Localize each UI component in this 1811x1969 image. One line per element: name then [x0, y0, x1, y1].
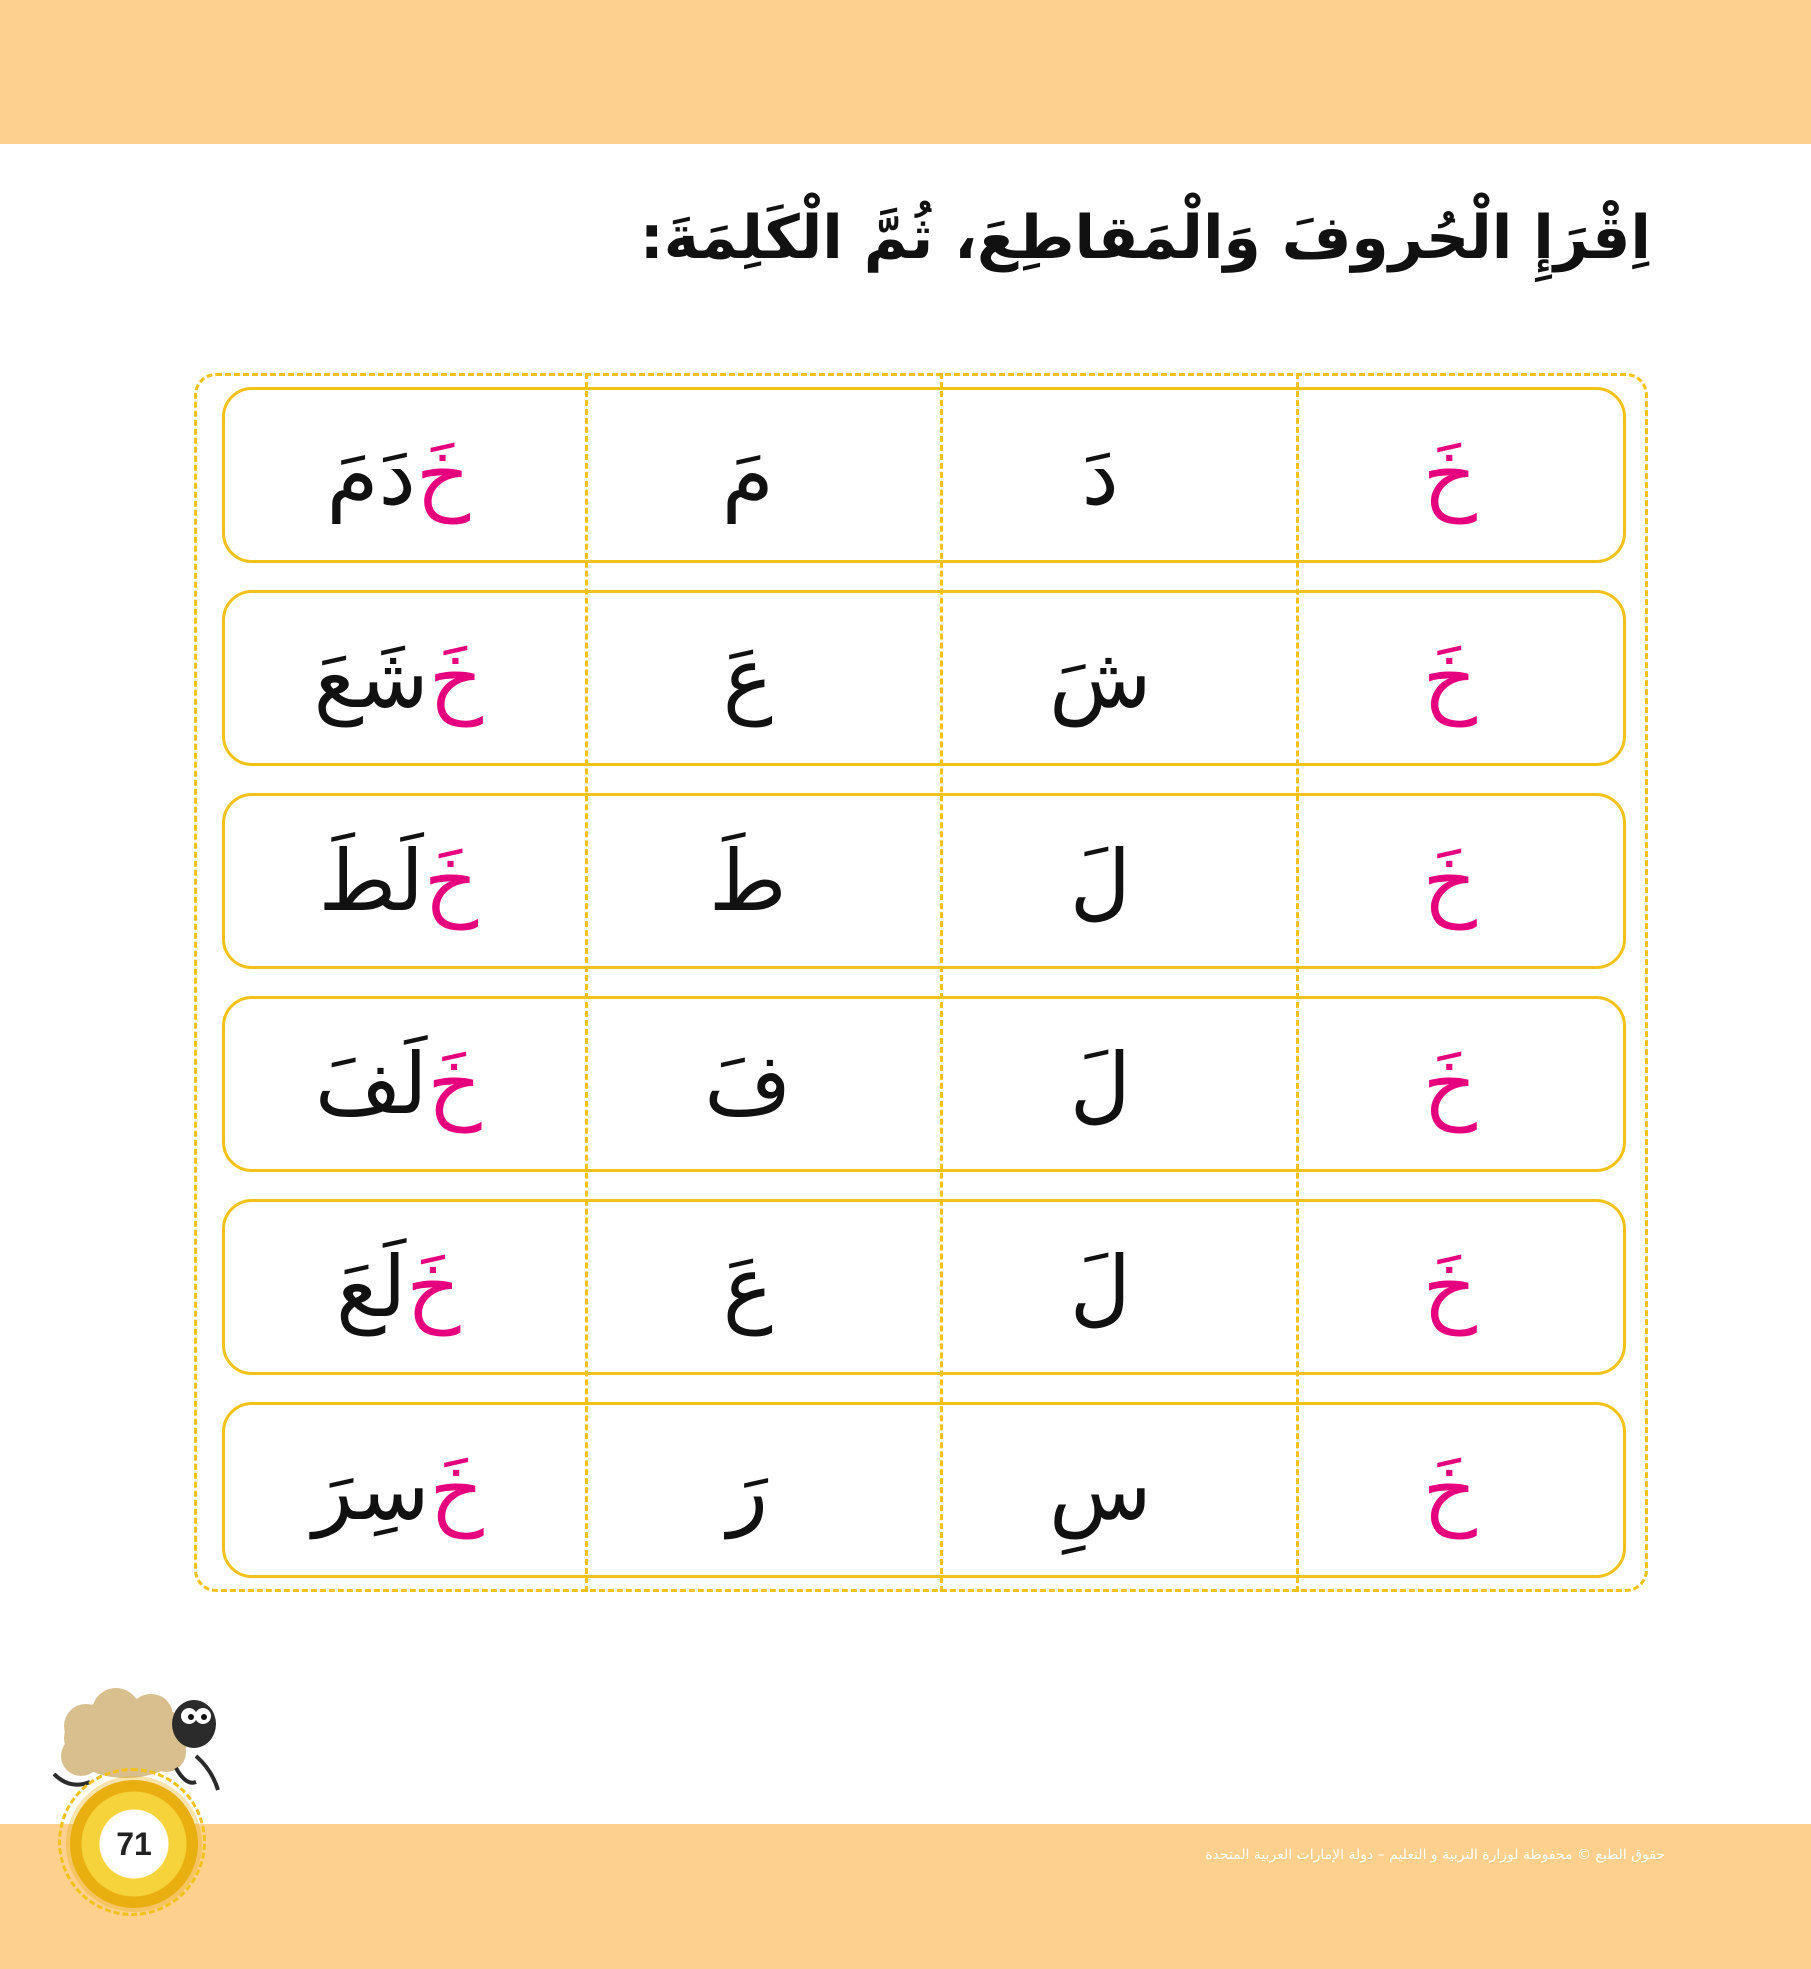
full-word: [225, 593, 572, 763]
second-letter-text: شَ: [1048, 629, 1152, 727]
third-letter: [572, 796, 924, 966]
third-letter-text: عَ: [722, 1238, 773, 1336]
first-letter-text: خَ: [1422, 1035, 1477, 1133]
second-letter: [924, 390, 1276, 560]
first-letter-text: خَ: [1422, 629, 1477, 727]
exercise-row-1: [222, 387, 1626, 563]
first-letter-text: خَ: [1422, 426, 1477, 524]
first-letter-text: خَ: [1422, 1238, 1477, 1336]
exercise-row-6: [222, 1402, 1626, 1578]
third-letter-text: فَ: [704, 1035, 792, 1133]
first-letter: [1276, 999, 1623, 1169]
third-letter: [572, 999, 924, 1169]
second-letter-text: لَ: [1069, 832, 1131, 930]
instruction-title: اِقْرَإِ الْحُروفَ وَالْمَقاطِعَ، ثُمَّ الْكَلِمَةَ:: [639, 203, 1651, 273]
third-letter: [572, 1202, 924, 1372]
full-word: [225, 1405, 572, 1575]
third-letter-text: رَ: [727, 1441, 769, 1539]
word-highlight: خَ: [428, 629, 483, 727]
first-letter: [1276, 390, 1623, 560]
first-letter: [1276, 1202, 1623, 1372]
exercise-row-3: [222, 793, 1626, 969]
word-highlight: خَ: [427, 1035, 482, 1133]
second-letter: [924, 593, 1276, 763]
full-word: [225, 999, 572, 1169]
third-letter: [572, 593, 924, 763]
full-word: [225, 1202, 572, 1372]
bottom-band: [0, 1824, 1811, 1969]
first-letter: [1276, 1405, 1623, 1575]
word-rest: دَمَ: [326, 426, 416, 524]
copyright-notice: حقوق الطبع © محفوظة لوزارة التربية و التعليم – دولة الإمارات العربية المتحدة: [1205, 1847, 1665, 1863]
third-letter: [572, 390, 924, 560]
second-letter-text: لَ: [1069, 1238, 1131, 1336]
word-rest: لَعَ: [335, 1238, 407, 1336]
third-letter-text: عَ: [722, 629, 773, 727]
word-rest: لَطَ: [318, 832, 424, 930]
first-letter: [1276, 796, 1623, 966]
word-highlight: خَ: [415, 426, 471, 524]
word-rest: سِرَ: [312, 1441, 430, 1539]
second-letter: [924, 999, 1276, 1169]
exercise-row-4: [222, 996, 1626, 1172]
second-letter: [924, 796, 1276, 966]
second-letter-text: سِ: [1048, 1441, 1152, 1539]
first-letter-text: خَ: [1422, 832, 1477, 930]
second-letter-text: لَ: [1069, 1035, 1131, 1133]
exercise-rows: [222, 387, 1626, 1605]
word-highlight: خَ: [406, 1238, 461, 1336]
third-letter-text: طَ: [708, 832, 787, 930]
second-letter-text: دَ: [1081, 426, 1119, 524]
third-letter: [572, 1405, 924, 1575]
first-letter: [1276, 593, 1623, 763]
second-letter: [924, 1405, 1276, 1575]
full-word: [225, 796, 572, 966]
word-highlight: خَ: [429, 1441, 484, 1539]
word-highlight: خَ: [423, 832, 479, 930]
exercise-row-2: [222, 590, 1626, 766]
word-rest: لَفَ: [314, 1035, 428, 1133]
second-letter: [924, 1202, 1276, 1372]
top-band: [0, 0, 1811, 144]
full-word: [225, 390, 572, 560]
page-number: 71: [116, 1825, 152, 1862]
third-letter-text: مَ: [721, 426, 774, 524]
first-letter-text: خَ: [1422, 1441, 1477, 1539]
word-rest: شَعَ: [313, 629, 429, 727]
exercise-row-5: [222, 1199, 1626, 1375]
